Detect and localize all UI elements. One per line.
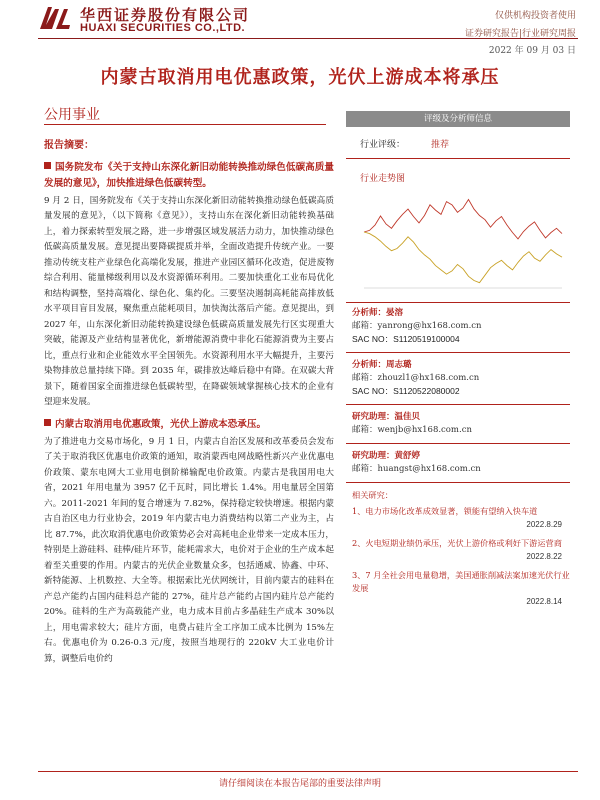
section-heading-text: 国务院发布《关于支持山东深化新旧动能转换推动绿色低碳高质量发展的意见》，加快推进绿色低碳转型。 (44, 161, 334, 189)
legal-notice: 请仔细阅读在本报告尾部的重要法律声明 (218, 779, 381, 789)
analyst-block (346, 307, 570, 346)
analyst-sac-number: SAC NO：S1120522080002 (352, 386, 460, 396)
section-body: 为了推进电力交易市场化，9 月 1 日，内蒙古自治区发展和改革委员会发布了关于取消我区优惠电价政策的通知，取消蒙西电网战略性新兴产业优惠电价政策、蒙东电网大工业用电倒阶梯输配电价政策。内蒙古是我国用电大省，2021 年用电量为 3957 亿千瓦时，同比增长 1.4%。用电量居全国第六。2011-2021 年间的复合增速为 7.82%，保持稳定较快增速。根据内蒙古自治区电力行业协会，2019 年内蒙古电力消费结构以第二产业为主，占比 87.7%，此次取消优惠电价政策势必会对高耗电企业带来一定成本压力，特别是上游硅料、硅棒/硅片环节，能耗需求大，电价对于企业的生产成本起着至关重要的作用。内蒙古的光伏企业数量众多，包括通威、协鑫、中环、新特能源、上机数控、大全等。根据索比光伏网统计，目前内蒙古的硅料在产总产能约占国内硅料总产能的 27%，硅片总产能约占国内硅片总产能约 20%。硅料的生产为高载能产业，电力成本目前占多晶硅生产成本 30%以上，用电需求较大；硅片方面，电费占硅片全工序加工成本比例为 15%左右。优惠电价为 0.26-0.3 元/度，按照当地现行的 220kV 大工业电价计算，调整后电价约 (44, 436, 334, 664)
sector-divider (44, 124, 326, 125)
series-line-benchmark (364, 232, 562, 283)
analyst-name-line (352, 450, 570, 463)
analyst-role: 分析师： (352, 360, 387, 370)
related-date: 2022.8.29 (526, 520, 562, 529)
bullet-icon (44, 419, 51, 426)
page-header (0, 0, 600, 55)
analyst-name-line (352, 359, 570, 372)
analyst-email[interactable]: 邮箱：huangst@hx168.com.cn (352, 464, 481, 474)
huaxi-logo-icon (38, 3, 72, 31)
related-title: 2、火电短期业绩仍承压，光伏上游价格或利好下游运营商 (352, 538, 562, 548)
analyst-name-line (352, 307, 570, 320)
analyst-block (346, 359, 570, 398)
analyst-sac-number: SAC NO：S1120519100004 (352, 334, 460, 344)
analyst-role: 分析师： (352, 308, 387, 318)
related-item[interactable] (352, 569, 570, 608)
chart-divider (346, 302, 570, 303)
section-heading (44, 417, 334, 433)
analyst-divider (346, 443, 570, 444)
section-heading-text: 内蒙古取消用电优惠政策，光伏上游成本恐承压。 (55, 418, 267, 430)
analyst-divider (346, 482, 570, 483)
analyst-name: 温佳贝 (394, 412, 421, 422)
analyst-email[interactable]: 邮箱：wenjb@hx168.com.cn (352, 425, 472, 435)
analyst-email[interactable]: 邮箱：yanrong@hx168.com.cn (352, 321, 482, 331)
bullet-icon (44, 162, 51, 169)
usage-notice: 仅供机构投资者使用 (494, 11, 576, 21)
trend-chart (354, 186, 568, 296)
section-heading (44, 160, 334, 192)
related-date: 2022.8.22 (526, 552, 562, 561)
analyst-role: 研究助理： (352, 412, 395, 422)
analyst-name: 晏溶 (386, 308, 404, 318)
sidebar-title: 评级及分析师信息 (346, 111, 570, 127)
rating-label: 行业评级： (360, 140, 406, 150)
analyst-name-line (352, 411, 570, 424)
related-date: 2022.8.14 (526, 597, 562, 606)
report-type: 证券研究报告|行业研究周报 (464, 29, 576, 39)
related-title: 1、电力市场化改革成效显著，锁能有望纳入快车道 (352, 506, 538, 516)
sector-label: 公用事业 (44, 107, 100, 123)
industry-rating (346, 137, 570, 150)
analyst-divider (346, 404, 570, 405)
analyst-email[interactable]: 邮箱：zhouzl1@hx168.com.cn (352, 373, 480, 383)
series-line-industry (364, 200, 562, 239)
sidebar (346, 111, 570, 614)
main-column (44, 132, 334, 673)
analyst-block (346, 450, 570, 476)
rating-value: 推荐 (431, 140, 450, 150)
related-item[interactable] (352, 537, 570, 563)
rating-divider (346, 158, 570, 159)
analyst-role: 研究助理： (352, 451, 395, 461)
related-label: 相关研究： (352, 490, 393, 500)
related-title: 3、7 月全社会用电量稳增，美国通胀削减法案加速光伏行业发展 (352, 570, 570, 593)
report-title: 内蒙古取消用电优惠政策，光伏上游成本将承压 (100, 67, 500, 88)
analyst-divider (346, 352, 570, 353)
section-body: 9 月 2 日，国务院发布《关于支持山东深化新旧动能转换推动绿色低碳高质量发展的意见》，（以下简称《意见》），支持山东在深化新旧动能转换基础上，着力探索转型发展之路，进一步增强区域发展活力动力，加快推动绿色低碳高质量发展。意见提出要降碳提质并举，全面改造提升传统产业。一要推动传统支柱产业绿色化高端化发展，推进产业园区循环化改造，促进废物综合利用、能量梯级利用以及水资源循环利用。二要加快重化工业布局优化和结构调整，坚持高端化、绿色化、集约化。三要坚决遏制高耗能高排放低水平项目盲目发展，聚焦重点能耗项目，加快淘汰落后产能。意见提出，到 2027 年，山东深化新旧动能转换建设绿色低碳高质量发展先行区实现重大突破，能源及产业结构显著优化，新增能源消费中非化石能源消费为主要占比，重点行业和企业能效水平全国领先。水资源利用水平大幅提升，主要污染物排放总量持续下降。到 2035 年，碳排放达峰后稳中有降。在双碳大背景下，随着国家全面推进绿色低碳转型，在降碳领域掌握核心技术的企业有望迎来发展。 (44, 195, 334, 407)
company-name-en: HUAXI SECURITIES CO.,LTD. (80, 22, 246, 34)
company-name-cn: 华西证券股份有限公司 (80, 6, 251, 24)
related-item[interactable] (352, 505, 570, 531)
abstract-label: 报告摘要： (44, 140, 94, 151)
footer-divider (38, 771, 578, 772)
analyst-block (346, 411, 570, 437)
report-date: 2022 年 09 月 03 日 (488, 46, 576, 56)
related-research (346, 489, 570, 608)
trend-chart-label: 行业走势图 (360, 174, 406, 184)
analyst-name: 周志璐 (386, 360, 412, 370)
analyst-name: 黄舒婷 (394, 451, 421, 461)
